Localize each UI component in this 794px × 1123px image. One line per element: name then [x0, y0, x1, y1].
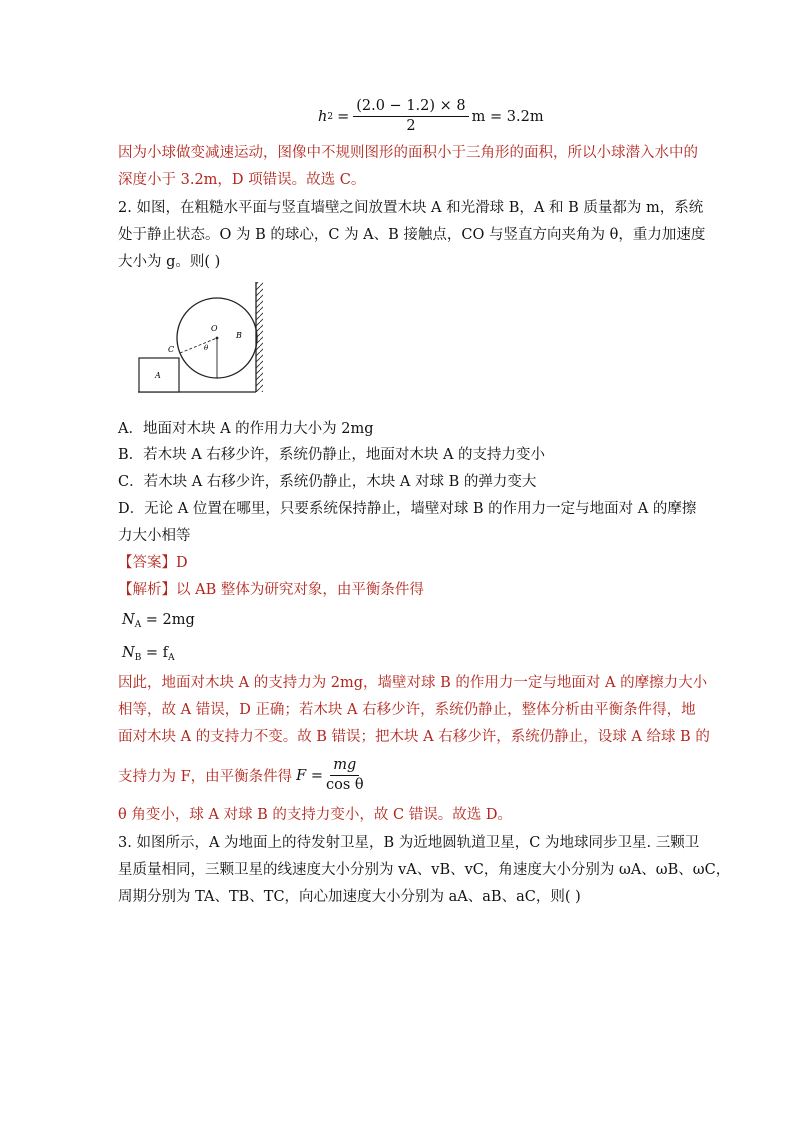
- eq-f-lhs: F =: [296, 767, 323, 784]
- eq-h2-numerator: (2.0 − 1.2) × 8: [353, 98, 468, 117]
- option-b: B．若木块 A 右移少许，系统仍静止，地面对木块 A 的支持力变小: [118, 447, 546, 463]
- eq-na-sub: A: [134, 620, 142, 630]
- eq-nb-rhs-sub: A: [168, 653, 175, 663]
- eq-na-rhs: = 2mg: [145, 612, 195, 628]
- analysis-lead: 以 AB 整体为研究对象，由平衡条件得: [176, 582, 424, 598]
- q2-line-2: 处于静止状态。O 为 B 的球心，C 为 A、B 接触点，CO 与竖直方向夹角为 θ，重力加速度: [118, 227, 706, 243]
- body-line-1: 因此，地面对木块 A 的支持力为 2mg，墙壁对球 B 的作用力一定与地面对 A 的摩擦力大小: [118, 675, 708, 691]
- body-line-5: θ 角变小，球 A 对球 B 的支持力变小，故 C 错误。故选 D。: [118, 807, 512, 823]
- q3-line-3: 周期分别为 TA、TB、TC，向心加速度大小分别为 aA、aB、aC，则( ): [118, 889, 581, 905]
- eq-h2-denominator: 2: [406, 118, 416, 134]
- block-ball-wall-figure: [134, 280, 274, 398]
- eq-h2-lhs: h: [318, 108, 328, 125]
- option-d-line-2: 力大小相等: [118, 528, 191, 544]
- option-d-line-1: D．无论 A 位置在哪里，只要系统保持静止，墙壁对球 B 的作用力一定与地面对 A 的摩擦: [118, 501, 697, 517]
- q3-line-2: 星质量相同，三颗卫星的线速度大小分别为 vA、vB、vC，角速度大小分别为 ωA、ωB、ωC，: [118, 862, 731, 878]
- body-line-2: 相等，故 A 错误，D 正确；若木块 A 右移少许，系统仍静止，整体分析由平衡条件得，地: [118, 702, 696, 718]
- analysis-line: [118, 580, 424, 600]
- intro-line-1: 因为小球做变减速运动，图像中不规则图形的面积小于三角形的面积，所以小球潜入水中的: [118, 145, 698, 161]
- equation-nb: [122, 643, 175, 663]
- intro-line-2: 深度小于 3.2m，D 项错误。故选 C。: [118, 172, 366, 188]
- eq-nb-rhs: = f: [145, 645, 169, 661]
- option-c: C．若木块 A 右移少许，系统仍静止，木块 A 对球 B 的弹力变大: [118, 474, 537, 490]
- co-line: [180, 338, 217, 353]
- equation-h2: h 2 = $\frac{(2.0 - 1.2) \times 8}{2}$ m = 3.2m: [318, 98, 544, 134]
- eq-f-denominator: cos θ: [326, 777, 364, 793]
- center-point: [216, 337, 219, 340]
- eq-na-lhs: N: [122, 612, 135, 628]
- equation-na: [122, 610, 195, 630]
- q3-line-1: 3. 如图所示，A 为地面上的待发射卫星，B 为近地圆轨道卫星，C 为地球同步卫星. 三颗卫: [118, 835, 700, 851]
- label-c: C: [168, 345, 175, 354]
- eq-h2-fraction: [353, 98, 468, 135]
- body-line-4: [118, 757, 364, 794]
- eq-f-fraction: [326, 757, 364, 794]
- label-o: O: [211, 324, 218, 333]
- label-b: B: [236, 331, 242, 340]
- q2-line-3: 大小为 g。则( ): [118, 254, 221, 270]
- label-theta: θ: [204, 344, 209, 352]
- eq-h2-rhs: m = 3.2m: [471, 108, 544, 125]
- analysis-tag: 【解析】: [118, 582, 176, 598]
- eq-f-numerator: mg: [330, 757, 359, 776]
- answer-value: D: [176, 555, 188, 571]
- option-a: A．地面对木块 A 的作用力大小为 2mg: [118, 421, 374, 437]
- q2-line-1: 2. 如图，在粗糙水平面与竖直墙壁之间放置木块 A 和光滑球 B，A 和 B 质量都为 m，系统: [118, 200, 704, 216]
- answer-line: [118, 553, 188, 573]
- body-line-4-lead: 支持力为 F，由平衡条件得: [118, 769, 293, 785]
- answer-tag: 【答案】: [118, 555, 176, 571]
- eq-nb-lhs: N: [122, 645, 135, 661]
- eq-nb-sub: B: [134, 653, 142, 663]
- body-line-3: 面对木块 A 的支持力不变。故 B 错误；把木块 A 右移少许，系统仍静止，设球 A 给球 B 的: [118, 729, 710, 745]
- label-a: A: [155, 371, 161, 380]
